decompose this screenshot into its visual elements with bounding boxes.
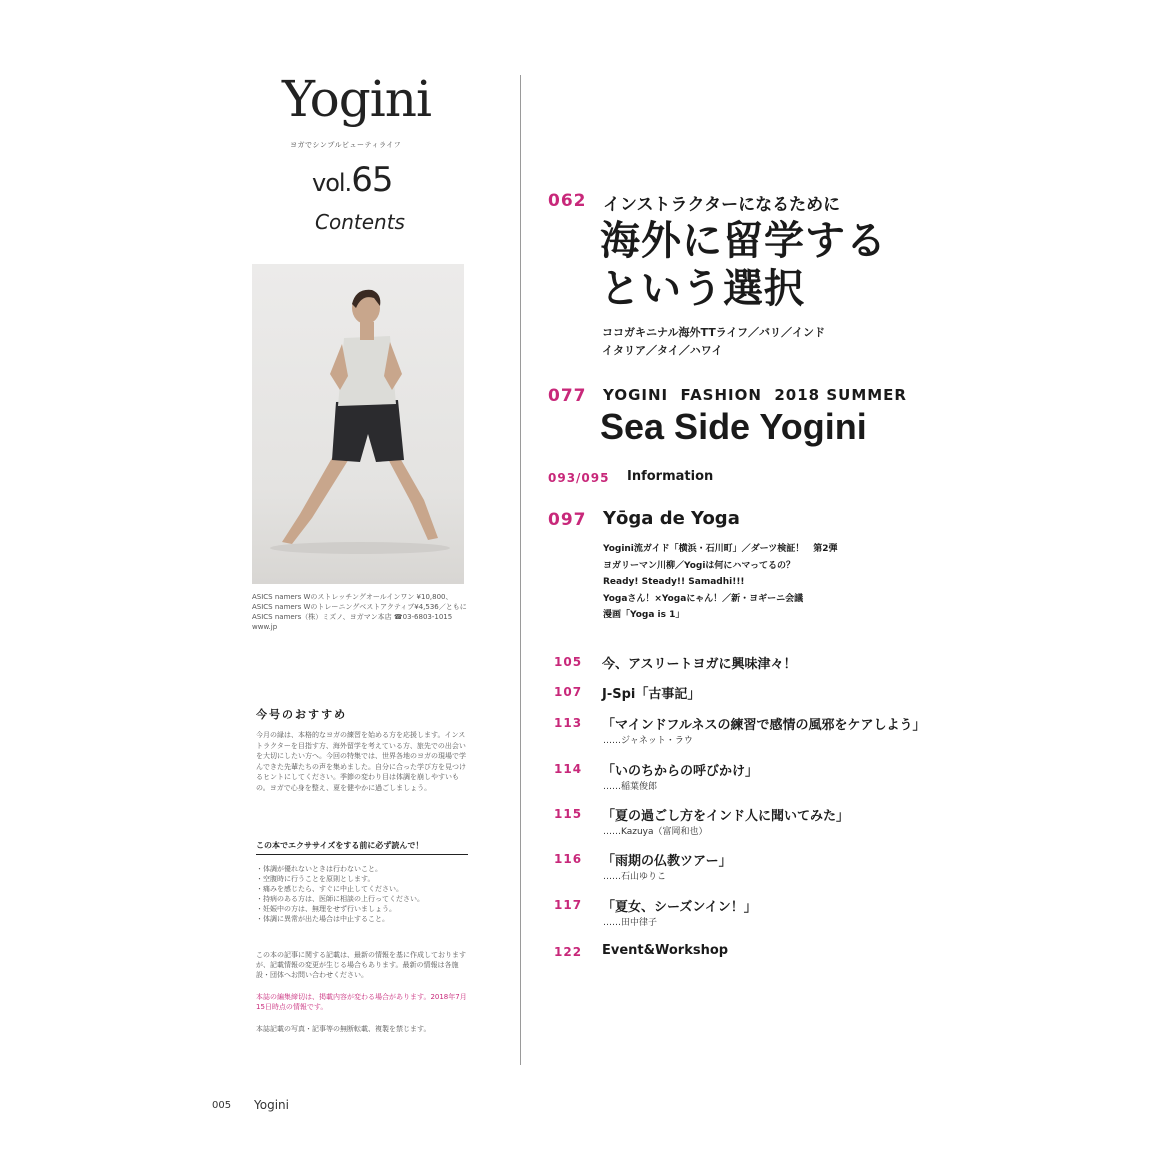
notice-copyright: 本誌記載の写真・記事等の無断転載、複製を禁じます。 — [256, 1025, 431, 1033]
feature1-page: 062 — [548, 191, 587, 211]
entry-page: 114 — [554, 762, 583, 776]
feature1-headline-1: 海外に留学する — [600, 218, 887, 264]
feature2-kicker: YOGINI FASHION 2018 SUMMER — [603, 386, 907, 404]
notice-item: ・妊娠中の方は、無理をせず行いましょう。 — [256, 905, 396, 913]
cover-model-photo — [252, 264, 464, 584]
recommend-body: 今月の縁は、本格的なヨガの練習を始める方を応援します。インストラクターを目指す方、海外留学を考えている方、旅先での出会いを大切にしたい方へ。今回の特集では、世界各地のヨガの現場で学んできた先輩たちの声を集めました。自分に合った学び方を見つけるヒントにしてください。季節の変わり目は体調を崩しやすいもの。ヨガで心身を整え、夏を健やかに過ごしましょう。 — [256, 731, 466, 792]
feature1-headline-2: という選択 — [600, 266, 805, 312]
list-item: Ready! Steady!! Samadhi!!! — [603, 577, 745, 587]
entry-page: 117 — [554, 898, 583, 912]
recommend-title: 今号のおすすめ — [256, 708, 348, 721]
entry-title: 「雨期の仏教ツアー」 — [602, 854, 732, 869]
magazine-logo: Yogini — [282, 70, 431, 128]
list-item: Yogini流ガイド「横浜・石川町」／ダーツ検証！ 第2弾 — [603, 544, 838, 554]
entry-page: 105 — [554, 655, 583, 669]
magazine-tagline: ヨガでシンプルビューティライフ — [290, 141, 402, 149]
entry-author: ……稲葉俊郎 — [603, 782, 658, 792]
list-item: 漫画「Yoga is 1」 — [603, 610, 685, 620]
entry-page: 115 — [554, 807, 583, 821]
feature1-sub-2: イタリア／タイ／ハワイ — [602, 344, 723, 357]
notice-item: ・持病のある方は、医師に相談の上行ってください。 — [256, 895, 424, 903]
footer-brand: Yogini — [254, 1098, 289, 1112]
notice-item: ・体調が優れないときは行わないこと。 — [256, 865, 382, 873]
notice-item: ・空腹時に行うことを原則とします。 — [256, 875, 375, 883]
entry-author: ……石山ゆりこ — [603, 872, 667, 882]
entry-page: 113 — [554, 716, 583, 730]
notice-item: ・体調に異常が出た場合は中止すること。 — [256, 915, 389, 923]
entry-author: ……田中律子 — [603, 918, 658, 928]
entry-author: ……Kazuya（富岡和也） — [603, 827, 708, 837]
entry-title: 今、アスリートヨガに興味津々！ — [602, 657, 797, 672]
information-page: 093/095 — [548, 471, 610, 485]
photo-caption: ASICS namers Wのストレッチングオールインワン ¥10,800、ASICS namers Wのトレーニングベストアクティブ¥4,536／ともにASICS namers（株）ミズノ、ヨガマン本店 ☎03-6803-1015 www.jp — [252, 593, 467, 631]
list-item: Yogaさん！×Yogaにゃん！／新・ヨギーニ会議 — [603, 593, 804, 604]
entry-title: J-Spi「古事記」 — [602, 687, 701, 702]
entry-title: 「夏の過ごし方をインド人に聞いてみた」 — [602, 809, 850, 824]
notice-item: ・痛みを感じたら、すぐに中止してください。 — [256, 885, 403, 893]
notice-body: この本の記事に関する記載は、最新の情報を基に作成しておりますが、記載情報の変更が生じる場合もあります。最新の情報は各施設・団体へお問い合わせください。 — [256, 951, 466, 979]
entry-title: 「いのちからの呼びかけ」 — [602, 764, 759, 779]
yoga-de-yoga-items — [603, 541, 838, 624]
contents-heading: Contents — [315, 210, 405, 234]
volume-number: vol.65 — [312, 160, 393, 200]
entry-page: 116 — [554, 852, 583, 866]
column-divider — [520, 75, 521, 1065]
information-title: Information — [627, 469, 714, 484]
footer-page-number: 005 — [212, 1100, 232, 1111]
list-item: ヨガリーマン川柳／Yogiは何にハマってるの？ — [603, 560, 796, 571]
feature2-headline: Sea Side Yogini — [600, 406, 867, 447]
notice-title: この本でエクササイズをする前に必ず読んで！ — [256, 840, 468, 855]
entry-title: 「マインドフルネスの練習で感情の風邪をケアしよう」 — [602, 718, 926, 733]
entry-page: 107 — [554, 685, 583, 699]
entry-page: 122 — [554, 945, 583, 959]
entry-title: 「夏女、シーズンイン！」 — [602, 900, 757, 915]
notice-list — [256, 864, 468, 924]
yoga-de-yoga-title: Yōga de Yoga — [603, 508, 740, 529]
yoga-de-yoga-page: 097 — [548, 510, 587, 530]
entry-title: Event&Workshop — [602, 943, 729, 958]
entry-author: ……ジャネット・ラウ — [603, 736, 693, 746]
feature2-page: 077 — [548, 386, 587, 406]
notice-highlight: 本誌の編集締切は、掲載内容が変わる場合があります。2018年7月15日時点の情報です。 — [256, 993, 467, 1011]
feature1-kicker: インストラクターになるために — [603, 195, 841, 215]
feature1-sub-1: ココガキニナル海外TTライフ／バリ／インド — [602, 326, 826, 339]
